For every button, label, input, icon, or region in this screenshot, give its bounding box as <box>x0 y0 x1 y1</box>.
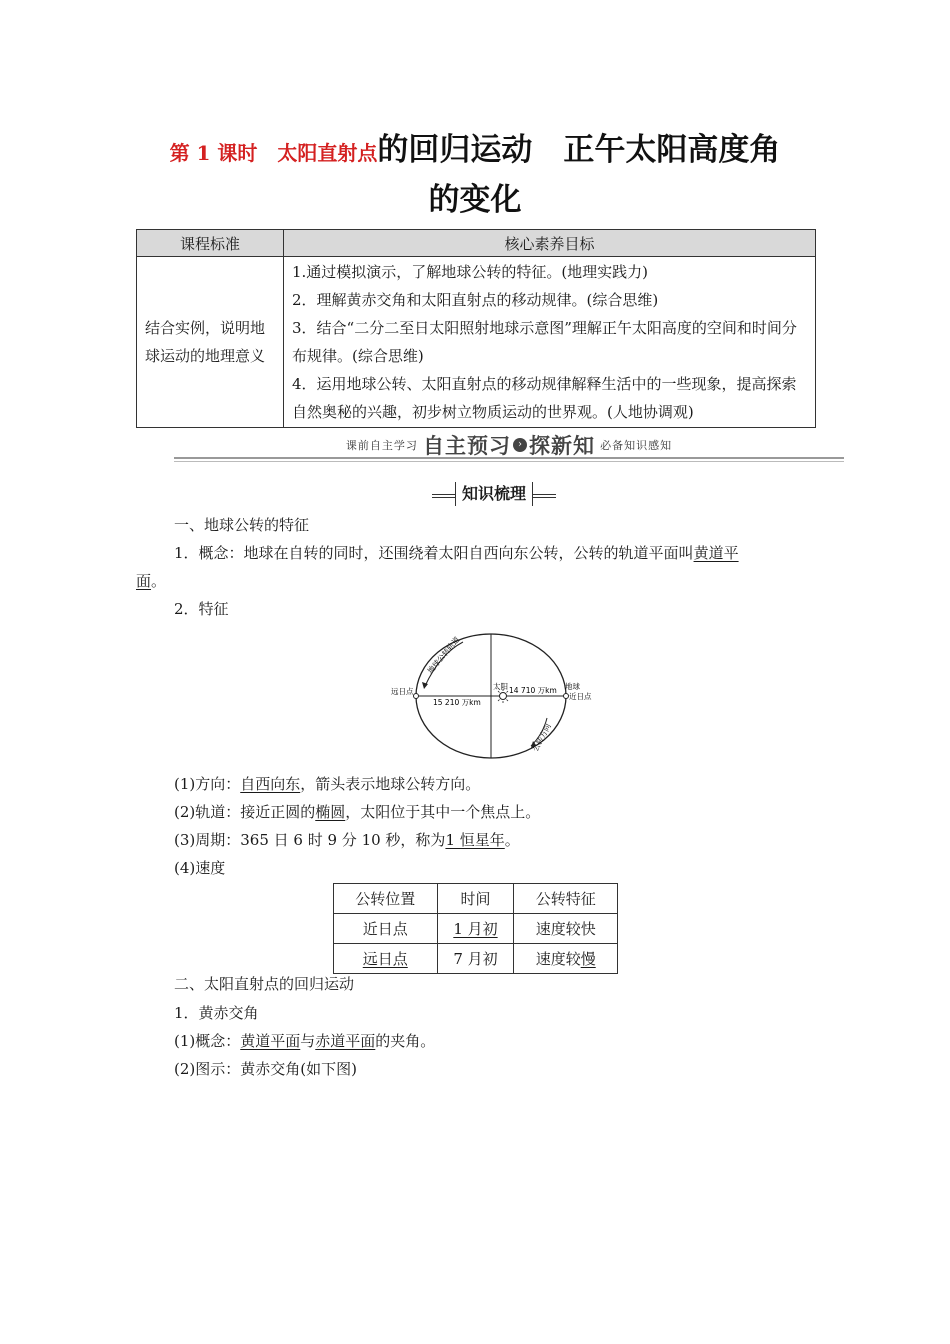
perihelion-earth-icon <box>564 694 569 699</box>
feature-direction: (1)方向：自西向东，箭头表示地球公转方向。 <box>174 775 481 793</box>
table-cell: 1 月初 <box>437 914 514 944</box>
label-perihelion: 近日点 <box>569 692 592 701</box>
goals-cell <box>284 257 816 428</box>
label-earth: 地球 <box>565 682 580 691</box>
table-header: 公转特征 <box>514 884 618 914</box>
label-orbit: 地球公转轨道 <box>425 635 462 676</box>
table-header: 时间 <box>437 884 514 914</box>
standards-table <box>136 229 816 428</box>
table-cell: 近日点 <box>334 914 438 944</box>
goal-item: 3．结合“二分二至日太阳照射地球示意图”理解正午太阳高度的空间和时间分布规律。(综合思维) <box>292 319 797 365</box>
lesson-label: 第 1 课时 太阳直射点 <box>169 141 378 165</box>
concept-line: 1．概念：地球在自转的同时，还围绕着太阳自西向东公转，公转的轨道平面叫黄道平 <box>174 544 739 562</box>
concept-line-2: 面。 <box>136 572 167 590</box>
table-row <box>334 914 618 944</box>
label-aphelion: 远日点 <box>391 687 414 696</box>
table-cell: 远日点 <box>334 944 438 974</box>
table-header: 公转位置 <box>334 884 438 914</box>
term-ecliptic: 黄道平 <box>693 544 739 562</box>
header-standard: 课程标准 <box>137 230 284 257</box>
answer-period: 1 恒星年 <box>445 831 505 849</box>
speed-table <box>333 883 618 974</box>
title-main: 的回归运动 正午太阳高度角 <box>377 132 781 168</box>
term-equatorial-plane: 赤道平面 <box>315 1032 376 1050</box>
knowledge-heading <box>432 482 556 506</box>
feature-period: (3)周期：365 日 6 时 9 分 10 秒，称为1 恒星年。 <box>174 831 520 849</box>
goal-item: 1.通过模拟演示，了解地球公转的特征。(地理实践力) <box>292 263 649 281</box>
section2-heading: 二、太阳直射点的回归运动 <box>174 975 355 993</box>
label-direction: 公转方向 <box>530 722 553 753</box>
banner-left-label: 课前自主学习 <box>345 439 418 452</box>
goal-item: 4．运用地球公转、太阳直射点的移动规律解释生活中的一些现象，提高探索自然奥秘的兴趣，初步树立物质运动的世界观。(人地协调观) <box>292 375 797 421</box>
label-far-distance: 15 210 万km <box>433 698 481 707</box>
knowledge-heading-text: 知识梳理 <box>455 482 533 506</box>
section2-sub1: 1．黄赤交角 <box>174 1004 259 1022</box>
answer-orbit: 椭圆 <box>315 803 346 821</box>
orbit-arrow-icon <box>422 682 428 689</box>
table-cell: 速度较快 <box>514 914 618 944</box>
aphelion-earth-icon <box>414 694 419 699</box>
title-line2: 的变化 <box>428 182 522 218</box>
page-title-line2 <box>0 174 950 219</box>
table-cell: 7 月初 <box>437 944 514 974</box>
table-row <box>334 944 618 974</box>
standard-cell: 结合实例，说明地球运动的地理意义 <box>137 257 284 428</box>
term-ecliptic-plane: 黄道平面 <box>240 1032 301 1050</box>
banner-rule <box>174 461 844 462</box>
section1-heading: 一、地球公转的特征 <box>174 516 310 534</box>
obliquity-concept: (1)概念：黄道平面与赤道平面的夹角。 <box>174 1032 436 1050</box>
banner-title-2: 探新知 <box>529 434 595 458</box>
term-ecliptic-cont: 面 <box>136 572 152 590</box>
obliquity-diagram-caption: (2)图示：黄赤交角(如下图) <box>174 1060 357 1078</box>
page-title <box>0 124 950 169</box>
feature-speed: (4)速度 <box>174 859 226 877</box>
label-near-distance: 14 710 万km <box>509 686 557 695</box>
banner-right-label: 必备知识感知 <box>600 439 673 452</box>
goal-item: 2．理解黄赤交角和太阳直射点的移动规律。(综合思维) <box>292 291 659 309</box>
table-cell: 速度较慢 <box>514 944 618 974</box>
orbit-diagram <box>385 630 605 765</box>
answer-direction: 自西向东 <box>240 775 301 793</box>
header-goals: 核心素养目标 <box>284 230 816 257</box>
banner-title-1: 自主预习 <box>423 434 511 458</box>
feature-heading: 2．特征 <box>174 600 229 618</box>
section-banner <box>174 430 844 460</box>
feature-orbit: (2)轨道：接近正圆的椭圆，太阳位于其中一个焦点上。 <box>174 803 541 821</box>
label-sun: 太阳 <box>493 682 508 691</box>
arrow-right-icon: › <box>513 438 527 452</box>
